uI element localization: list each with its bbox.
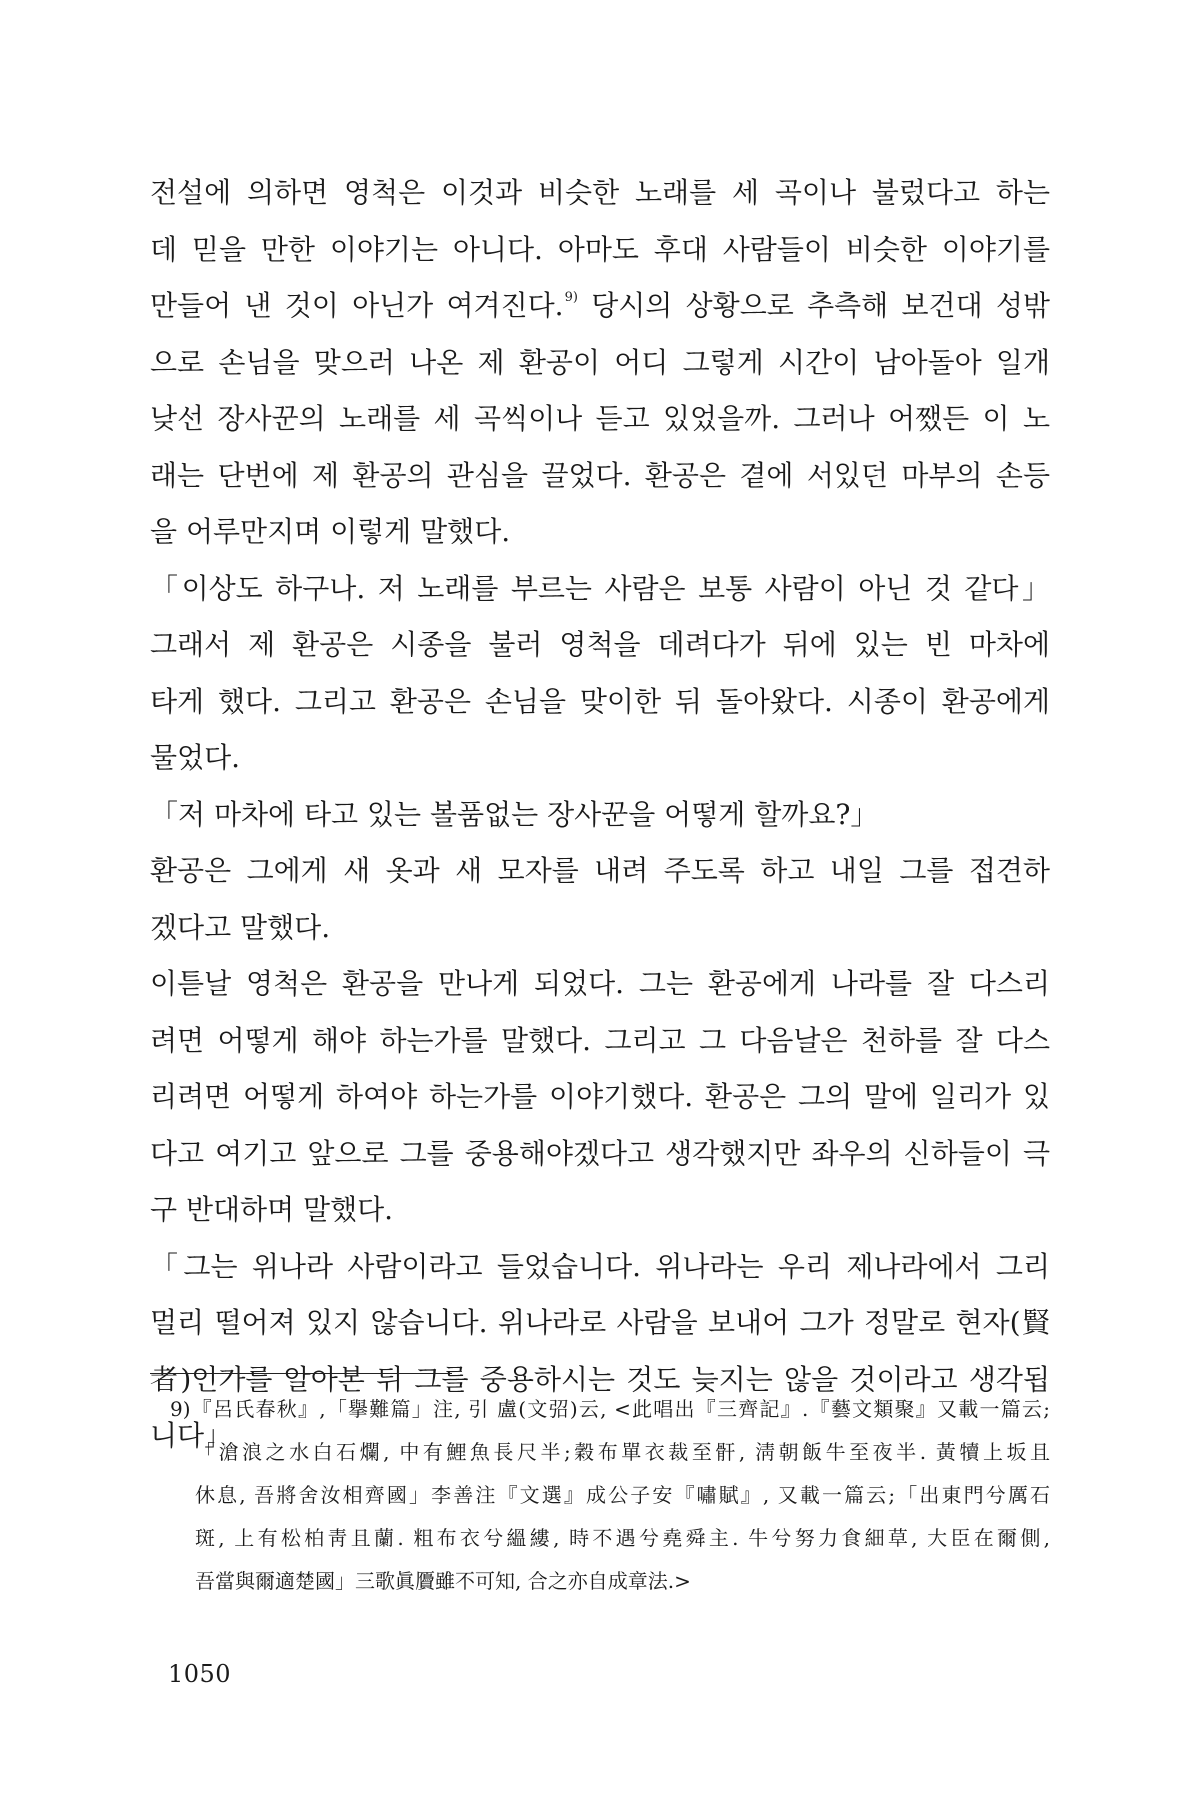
text-line: 전설에 의하면 영척은 이것과 비슷한 노래를 세 곡이나 불렀다고 하는 [150, 176, 1050, 209]
footnote-line: 斑, 上有松柏靑且蘭. 粗布衣兮縕縷, 時不遇兮堯舜主. 牛兮努力食細草, 大臣在爾側, [195, 1526, 1050, 1550]
text-line: 물었다. [150, 741, 241, 774]
footnote-line: 「滄浪之水白石爛, 中有鯉魚長尺半;穀布單衣裁至骭, 淸朝飯牛至夜半. 黃犢上坂且 [195, 1440, 1050, 1464]
text-line-with-note [150, 278, 1050, 335]
text-line: 다고 여기고 앞으로 그를 중용해야겠다고 생각했지만 좌우의 신하들이 극 [150, 1136, 1050, 1170]
text-line: 「이상도 하구나. 저 노래를 부르는 사람은 보통 사람이 아닌 것 같다」 [150, 571, 1050, 605]
footnote-line: 吾當與爾適楚國」三歌眞贗雖不可知, 合之亦自成章法.> [195, 1569, 691, 1593]
footnote-reference: 9) [564, 290, 578, 305]
text-line: 낮선 장사꾼의 노래를 세 곡씩이나 듣고 있었을까. 그러나 어쨌든 이 노 [150, 402, 1050, 435]
text-line: 「저 마차에 타고 있는 볼품없는 장사꾼을 어떻게 할까요?」 [150, 797, 879, 831]
text-line: 려면 어떻게 해야 하는가를 말했다. 그리고 그 다음날은 천하를 잘 다스 [150, 1023, 1050, 1057]
text-line: 을 어루만지며 이렇게 말했다. [150, 515, 511, 548]
text-line: 구 반대하며 말했다. [150, 1193, 394, 1226]
text-line: 그래서 제 환공은 시종을 불러 영척을 데려다가 뒤에 있는 빈 마차에 [150, 628, 1050, 661]
text-line: 멀리 떨어져 있지 않습니다. 위나라로 사람을 보내어 그가 정말로 현자(賢 [150, 1306, 1050, 1339]
text-line: 타게 했다. 그리고 환공은 손님을 맞이한 뒤 돌아왔다. 시종이 환공에게 [150, 684, 1050, 718]
footnote [170, 1388, 1050, 1603]
main-text [150, 165, 1050, 1465]
text-line: 으로 손님을 맞으러 나온 제 환공이 어디 그렇게 시간이 남아돌아 일개 [150, 345, 1050, 379]
text-line: 「그는 위나라 사람이라고 들었습니다. 위나라는 우리 제나라에서 그리 [150, 1249, 1050, 1283]
text-segment: 만들어 낸 것이 아닌가 여겨진다. [150, 289, 564, 322]
page-number: 1050 [168, 1660, 232, 1688]
text-line: 者)인가를 알아본 뒤 그를 중용하시는 것도 늦지는 않을 것이라고 생각됩 [150, 1362, 1050, 1396]
text-line: 니다」 [150, 1419, 233, 1452]
text-line: 환공은 그에게 새 옷과 새 모자를 내려 주도록 하고 내일 그를 접견하 [150, 854, 1050, 887]
text-line: 겠다고 말했다. [150, 910, 331, 944]
footnote-line: 休息, 吾將舍汝相齊國」李善注『文選』成公子安『嘯賦』, 又載一篇云;「出東門兮厲石 [195, 1483, 1050, 1507]
text-segment: 당시의 상황으로 추측해 보건대 성밖 [577, 289, 1050, 322]
text-line: 리려면 어떻게 하여야 하는가를 이야기했다. 환공은 그의 말에 일리가 있 [150, 1080, 1050, 1113]
text-line: 래는 단번에 제 환공의 관심을 끌었다. 환공은 곁에 서있던 마부의 손등 [150, 458, 1050, 492]
text-line: 데 믿을 만한 이야기는 아니다. 아마도 후대 사람들이 비슷한 이야기를 [150, 232, 1050, 266]
text-line: 이튿날 영척은 환공을 만나게 되었다. 그는 환공에게 나라를 잘 다스리 [150, 967, 1050, 1000]
footnote-divider [150, 1373, 452, 1374]
footnote-line: 9)『呂氏春秋』,「擧難篇」注, 引 盧(文弨)云, <此唱出『三齊記』.『藝文類聚』又載一篇云; [170, 1397, 1050, 1421]
